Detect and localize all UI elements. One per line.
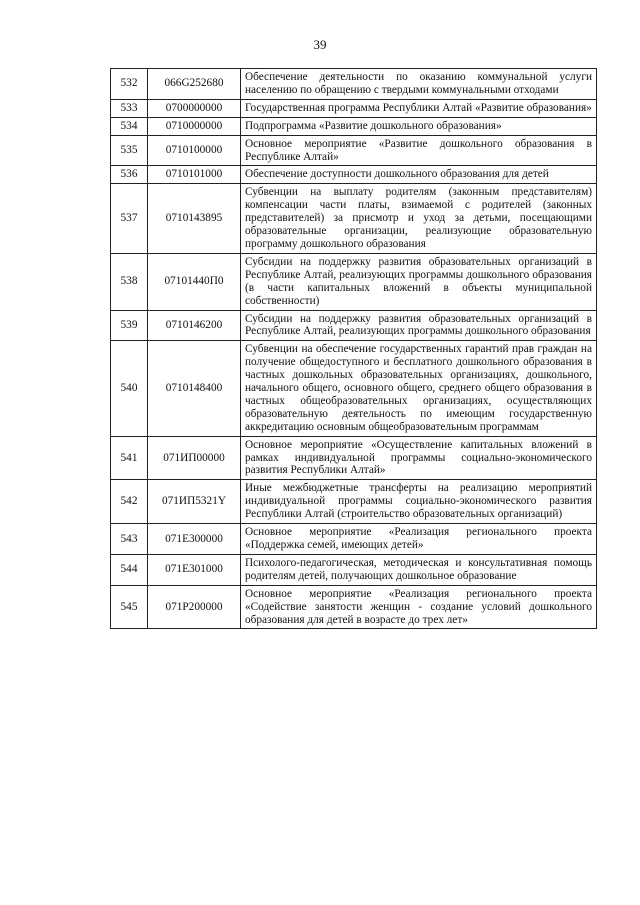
table-row	[111, 99, 597, 117]
row-number: 535	[111, 135, 148, 166]
target-code: 071E301000	[148, 554, 241, 585]
target-code: 071E300000	[148, 524, 241, 555]
row-number: 538	[111, 253, 148, 310]
row-number: 533	[111, 99, 148, 117]
table-row	[111, 184, 597, 254]
target-code: 071ИП00000	[148, 436, 241, 480]
row-description: Основное мероприятие «Развитие дошкольного образования в Республике Алтай»	[241, 135, 597, 166]
row-description: Основное мероприятие «Реализация регионального проекта «Содействие занятости женщин - создание условий дошкольного образования для детей в возрасте до трех лет»	[241, 585, 597, 629]
row-description: Подпрограмма «Развитие дошкольного образования»	[241, 117, 597, 135]
table-row	[111, 135, 597, 166]
row-number: 532	[111, 69, 148, 100]
row-description: Иные межбюджетные трансферты на реализацию мероприятий индивидуальной программы социально-экономического развития Республики Алтай (строительство образовательных организаций)	[241, 480, 597, 524]
table-row	[111, 166, 597, 184]
table-row	[111, 436, 597, 480]
row-number: 545	[111, 585, 148, 629]
row-number: 536	[111, 166, 148, 184]
row-description: Субсидии на поддержку развития образовательных организаций в Республике Алтай, реализующих программы дошкольного образования	[241, 310, 597, 341]
table-row	[111, 480, 597, 524]
table-row	[111, 585, 597, 629]
table-row	[111, 341, 597, 436]
table-row	[111, 117, 597, 135]
row-description: Субвенции на обеспечение государственных гарантий прав граждан на получение общедоступного и бесплатного дошкольного образования в частных дошкольных образовательных организациях, дошкольного, начального общего, основного общего, среднего общего образования в частных общеобразовательных организациях, осуществляющих образовательную деятельность по имеющим государственную аккредитацию основным общеобразовательным программам	[241, 341, 597, 436]
table-row	[111, 69, 597, 100]
row-number: 544	[111, 554, 148, 585]
target-code: 07101440П0	[148, 253, 241, 310]
row-description: Государственная программа Республики Алтай «Развитие образования»	[241, 99, 597, 117]
table-row	[111, 310, 597, 341]
row-description: Обеспечение деятельности по оказанию коммунальной услуги населению по обращению с твердыми коммунальными отходами	[241, 69, 597, 100]
table-row	[111, 554, 597, 585]
target-code: 0710101000	[148, 166, 241, 184]
row-number: 534	[111, 117, 148, 135]
target-code: 066G252680	[148, 69, 241, 100]
row-description: Основное мероприятие «Осуществление капитальных вложений в рамках индивидуальной программы социально-экономического развития Республики Алтай»	[241, 436, 597, 480]
row-number: 540	[111, 341, 148, 436]
target-code: 071ИП5321Y	[148, 480, 241, 524]
table-row	[111, 253, 597, 310]
page-number: 39	[313, 37, 327, 52]
row-description: Психолого-педагогическая, методическая и консультативная помощь родителям детей, получающих дошкольное образование	[241, 554, 597, 585]
target-code: 071P200000	[148, 585, 241, 629]
target-code: 0710100000	[148, 135, 241, 166]
row-number: 539	[111, 310, 148, 341]
row-number: 537	[111, 184, 148, 254]
target-code: 0710148400	[148, 341, 241, 436]
budget-classification-table	[110, 68, 597, 629]
target-code: 0700000000	[148, 99, 241, 117]
table-row	[111, 524, 597, 555]
row-number: 541	[111, 436, 148, 480]
row-description: Обеспечение доступности дошкольного образования для детей	[241, 166, 597, 184]
target-code: 0710000000	[148, 117, 241, 135]
row-description: Субсидии на поддержку развития образовательных организаций в Республике Алтай, реализующих программы дошкольного образования (в части капитальных вложений в объекты муниципальной собственности)	[241, 253, 597, 310]
row-number: 543	[111, 524, 148, 555]
row-description: Основное мероприятие «Реализация регионального проекта «Поддержка семей, имеющих детей»	[241, 524, 597, 555]
target-code: 0710143895	[148, 184, 241, 254]
row-number: 542	[111, 480, 148, 524]
row-description: Субвенции на выплату родителям (законным представителям) компенсации части платы, взимаемой с родителей (законных представителей) за присмотр и уход за детьми, посещающими образовательные организации, реализующие образовательную программу дошкольного образования	[241, 184, 597, 254]
target-code: 0710146200	[148, 310, 241, 341]
